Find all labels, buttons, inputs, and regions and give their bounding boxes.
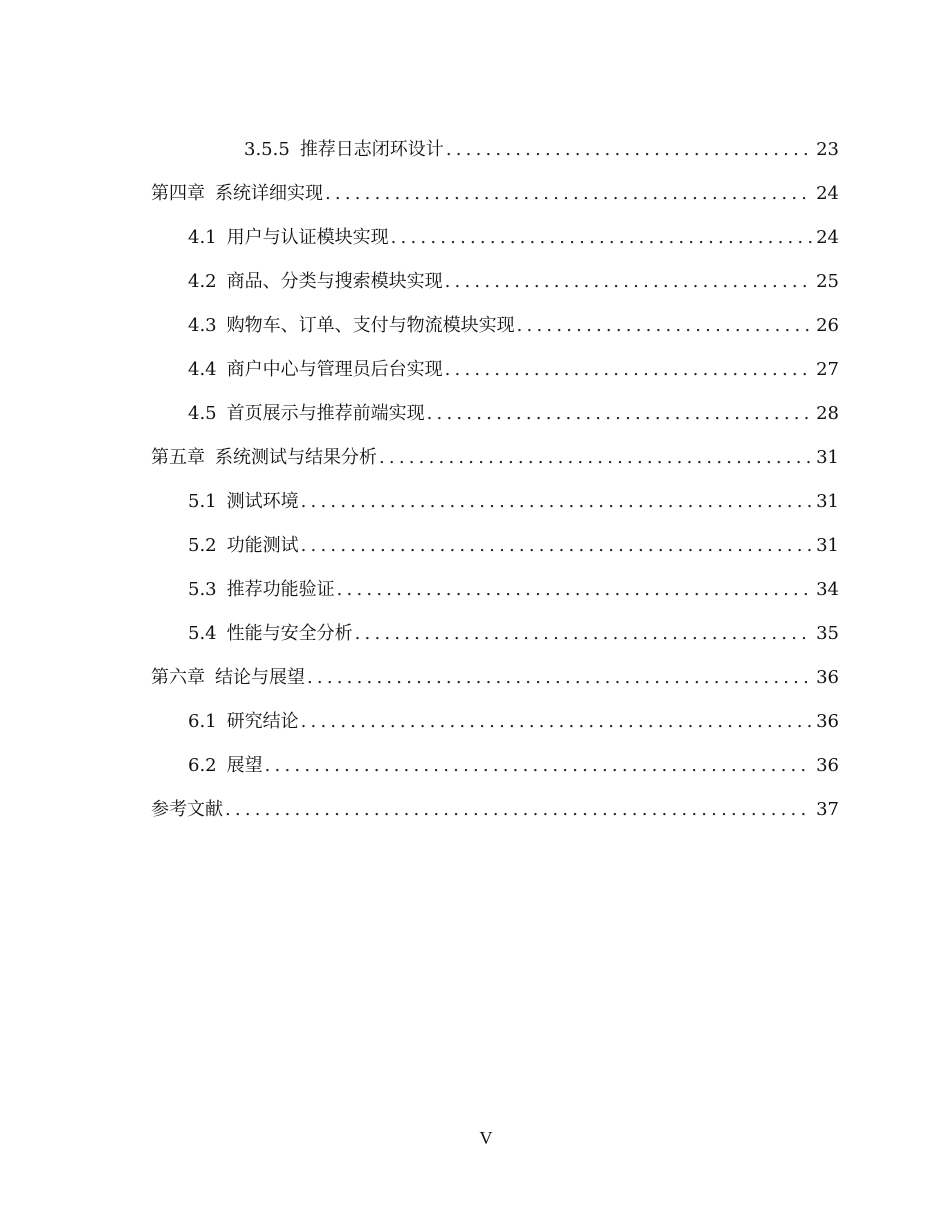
toc-entry-number: 第六章 bbox=[151, 667, 205, 688]
toc-entry-number: 5.2 bbox=[188, 535, 217, 556]
toc-entry[interactable] bbox=[0, 568, 950, 612]
toc-entry-page: 26 bbox=[816, 315, 839, 336]
toc-entry-title: 参考文献 bbox=[151, 799, 223, 820]
toc-entry-title: 系统详细实现 bbox=[215, 183, 323, 204]
toc-entry-page: 36 bbox=[816, 667, 839, 688]
toc-entry-number: 5.4 bbox=[188, 623, 217, 644]
toc-entry[interactable] bbox=[0, 524, 950, 568]
toc-entry-number: 5.1 bbox=[188, 491, 217, 512]
toc-entry-title: 首页展示与推荐前端实现 bbox=[226, 403, 425, 424]
toc-leader-dots bbox=[446, 141, 812, 159]
toc-entry[interactable] bbox=[0, 612, 950, 656]
toc-entry-page: 34 bbox=[816, 579, 839, 600]
toc-entry-title: 用户与认证模块实现 bbox=[226, 227, 389, 248]
toc-entry-number: 第五章 bbox=[151, 447, 205, 468]
toc-entry-number: 4.4 bbox=[188, 359, 217, 380]
toc-leader-dots bbox=[225, 801, 812, 819]
toc-entry-page: 31 bbox=[816, 491, 839, 512]
toc-entry-title: 测试环境 bbox=[226, 491, 299, 512]
toc-entry-number: 6.1 bbox=[188, 711, 217, 732]
toc-leader-dots bbox=[445, 273, 812, 291]
toc-leader-dots bbox=[325, 185, 812, 203]
toc-entry[interactable] bbox=[0, 172, 950, 216]
toc-leader-dots bbox=[265, 757, 812, 775]
toc-entry-number: 4.1 bbox=[188, 227, 217, 248]
toc-entry-page: 35 bbox=[816, 623, 839, 644]
toc-leader-dots bbox=[517, 317, 812, 335]
toc-entry-number: 4.3 bbox=[188, 315, 217, 336]
toc-entry-title: 功能测试 bbox=[226, 535, 299, 556]
toc-leader-dots bbox=[301, 537, 812, 555]
toc-entry-page: 24 bbox=[816, 183, 839, 204]
toc-entry[interactable] bbox=[0, 128, 950, 172]
toc-entry-title: 推荐日志闭环设计 bbox=[299, 139, 444, 160]
toc-entry-page: 31 bbox=[816, 447, 839, 468]
toc-entry[interactable] bbox=[0, 348, 950, 392]
toc-leader-dots bbox=[445, 361, 812, 379]
toc-entry-title: 系统测试与结果分析 bbox=[215, 447, 377, 468]
toc-entry[interactable] bbox=[0, 700, 950, 744]
toc-leader-dots bbox=[391, 229, 812, 247]
toc-leader-dots bbox=[301, 713, 812, 731]
toc-entry-number: 5.3 bbox=[188, 579, 217, 600]
toc-entry-number: 6.2 bbox=[188, 755, 217, 776]
toc-entry-title: 推荐功能验证 bbox=[226, 579, 335, 600]
toc-entry-page: 36 bbox=[816, 755, 839, 776]
toc-entry[interactable] bbox=[0, 260, 950, 304]
toc-entry-title: 购物车、订单、支付与物流模块实现 bbox=[226, 315, 515, 336]
toc-leader-dots bbox=[301, 493, 812, 511]
toc-entry-page: 31 bbox=[816, 535, 839, 556]
toc-entry[interactable] bbox=[0, 216, 950, 260]
toc-entry-number: 3.5.5 bbox=[244, 139, 290, 160]
toc-entry[interactable] bbox=[0, 392, 950, 436]
toc-entry-title: 性能与安全分析 bbox=[226, 623, 353, 644]
toc-entry-page: 37 bbox=[816, 799, 839, 820]
toc-entry-title: 研究结论 bbox=[226, 711, 299, 732]
toc-entry-page: 23 bbox=[816, 139, 839, 160]
toc-entry-page: 24 bbox=[816, 227, 839, 248]
toc-entry-number: 第四章 bbox=[151, 183, 205, 204]
toc-entry-number: 4.5 bbox=[188, 403, 217, 424]
toc-leader-dots bbox=[355, 625, 812, 643]
table-of-contents bbox=[0, 128, 950, 832]
toc-entry-title: 商户中心与管理员后台实现 bbox=[226, 359, 443, 380]
toc-entry-number: 4.2 bbox=[188, 271, 217, 292]
toc-entry-title: 展望 bbox=[226, 755, 263, 776]
toc-leader-dots bbox=[427, 405, 812, 423]
toc-entry-title: 结论与展望 bbox=[215, 667, 305, 688]
toc-entry[interactable] bbox=[0, 304, 950, 348]
page-number: V bbox=[479, 1128, 493, 1148]
toc-entry[interactable] bbox=[0, 744, 950, 788]
toc-entry-page: 25 bbox=[816, 271, 839, 292]
toc-entry-title: 商品、分类与搜索模块实现 bbox=[226, 271, 443, 292]
toc-entry[interactable] bbox=[0, 480, 950, 524]
toc-leader-dots bbox=[307, 669, 812, 687]
toc-entry-page: 36 bbox=[816, 711, 839, 732]
toc-entry-page: 28 bbox=[816, 403, 839, 424]
toc-entry-page: 27 bbox=[816, 359, 839, 380]
toc-leader-dots bbox=[337, 581, 812, 599]
toc-entry[interactable] bbox=[0, 656, 950, 700]
toc-entry[interactable] bbox=[0, 436, 950, 480]
toc-leader-dots bbox=[379, 449, 812, 467]
toc-entry[interactable] bbox=[0, 788, 950, 832]
